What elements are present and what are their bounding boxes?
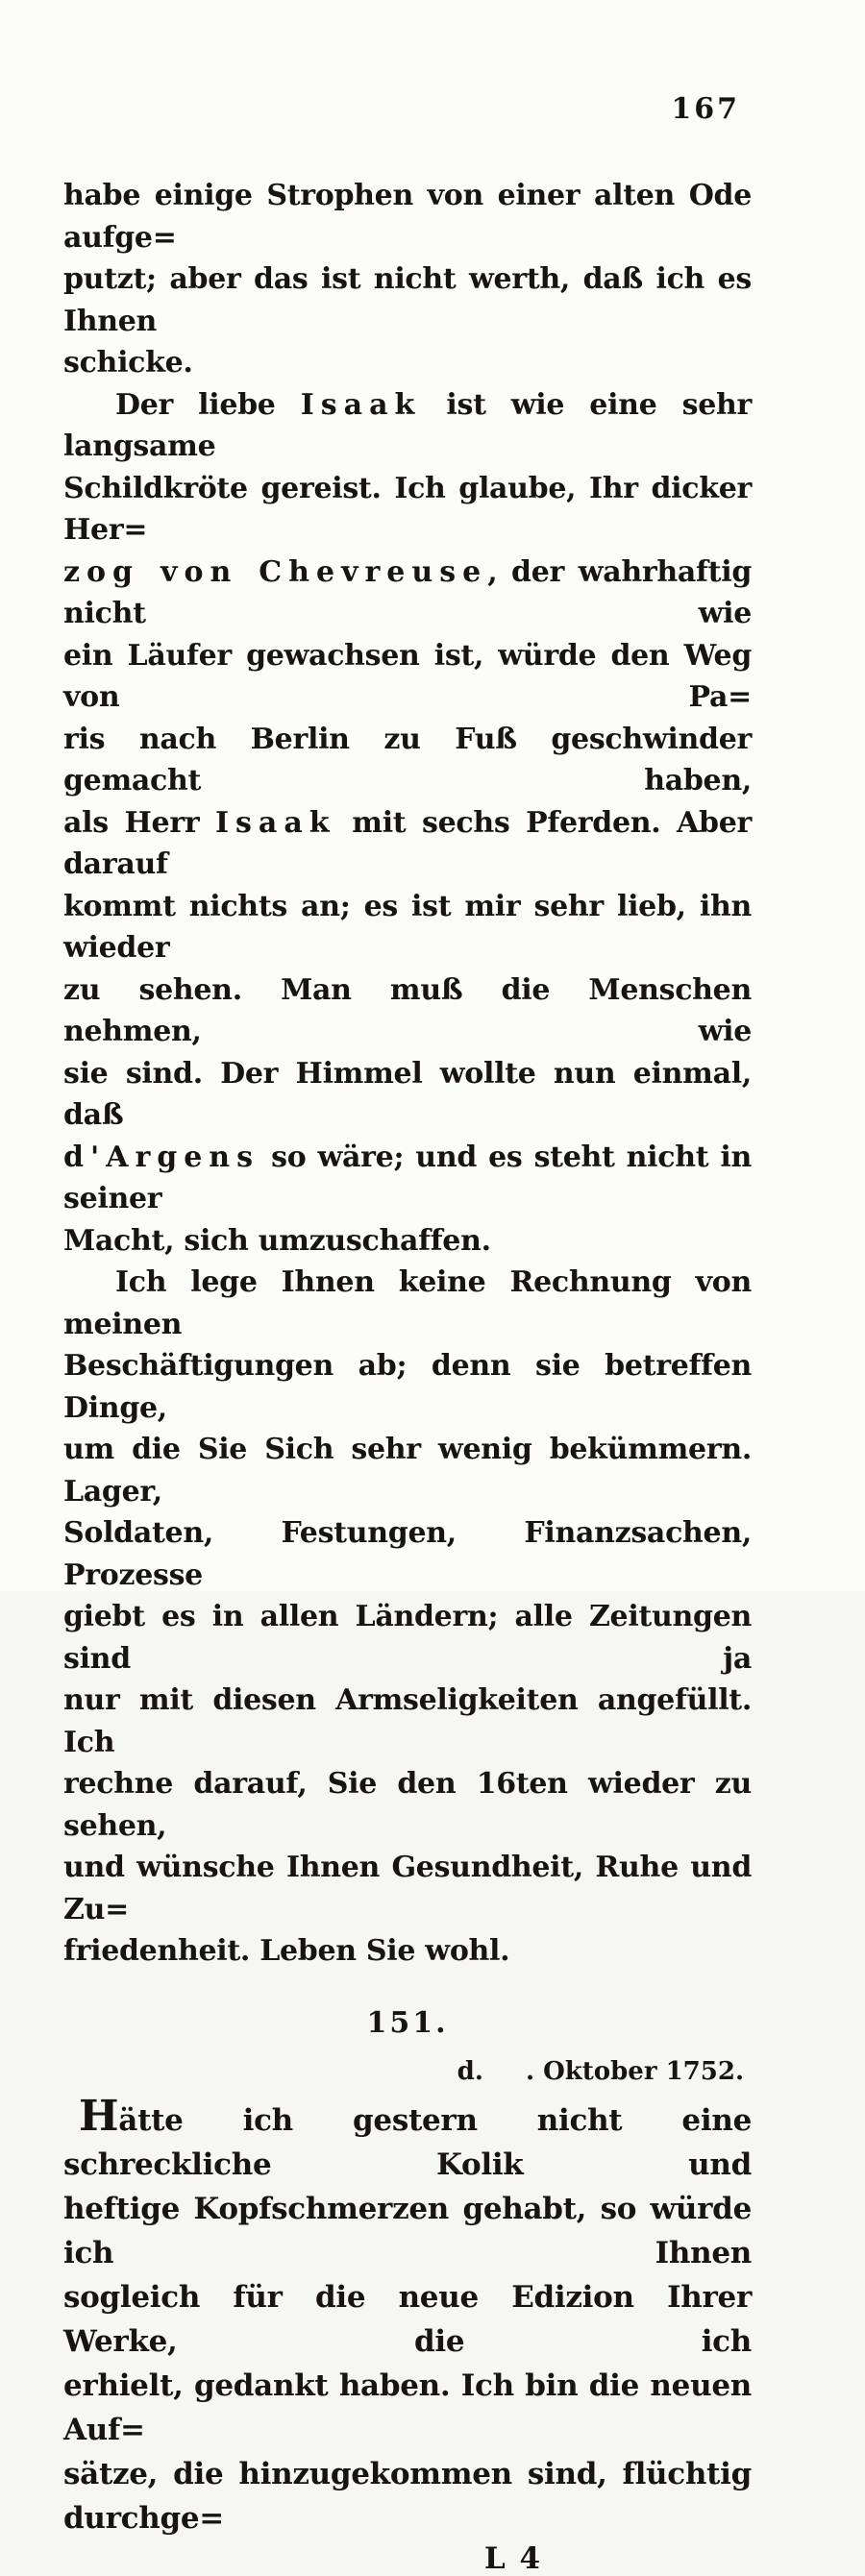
text-line [63,802,752,886]
text-line [63,175,752,258]
text-line [63,2364,752,2452]
text-line [63,1847,752,1930]
text-line [63,1680,752,1763]
text-line [63,2275,752,2364]
paragraph [63,175,752,384]
text-segment: sogleich für die neue Edizion Ihrer Werke, die ich [63,2279,752,2359]
text-segment: friedenheit. Leben Sie wohl. [63,1934,510,1968]
text-line [63,384,752,468]
text-line [63,2187,752,2275]
paragraph [63,1262,752,1973]
text-segment: sie sind. Der Himmel wollte nun einmal, daß [63,1056,752,1132]
text-block [63,92,752,2575]
text-segment: und wünsche Ihnen Gesundheit, Ruhe und Zu= [63,1851,752,1926]
text-segment: erhielt, gedankt haben. Ich bin die neuen Auf= [63,2367,752,2447]
text-line [63,886,752,969]
text-line [63,552,752,635]
text-segment: ist wie eine sehr langsame [63,387,752,463]
text-segment: so wäre; und es steht nicht in seiner [63,1140,752,1215]
text-line [63,258,752,342]
text-segment: Ich lege Ihnen keine Rechnung von meinen [63,1265,752,1341]
text-line [63,2091,752,2187]
text-segment: als Herr [63,805,215,840]
text-line [63,635,752,719]
text-segment: ein Läufer gewachsen ist, würde den Weg von Pa= [63,638,752,714]
text-line [63,1429,752,1512]
text-segment: ris nach Berlin zu Fuß geschwinder gemacht haben, [63,722,752,797]
text-segment: ätte ich gestern nicht eine schreckliche Kolik und [63,2102,752,2182]
text-line [63,969,752,1053]
text-segment: kommt nichts an; es ist mir sehr lieb, ihn wieder [63,889,752,965]
text-segment: Macht, sich umzuschaffen. [63,1223,491,1258]
text-line [63,719,752,802]
text-segment: rechne darauf, Sie den 16ten wieder zu sehen, [63,1767,752,1843]
text-line [63,2452,752,2540]
text-segment: Der liebe [115,387,301,422]
text-segment: Schildkröte gereist. Ich glaube, Ihr dicker Her= [63,471,752,547]
dateline: d. . Oktober 1752. [457,2056,744,2086]
text-line [63,1137,752,1220]
text-line [63,1262,752,1345]
page-number: 167 [671,92,740,126]
text-line [63,1930,752,1973]
text-segment: habe einige Strophen von einer alten Ode aufge= [63,179,752,255]
text-segment: Beschäftigungen ab; denn sie betreffen Dinge, [63,1349,752,1425]
section-number: 151. [366,2005,449,2040]
letterspaced-name: Isaak [215,805,336,840]
text-segment: schicke. [63,346,193,380]
text-segment: , der wahrhaftig nicht wie [63,554,752,630]
text-segment: nur mit diesen Armseligkeiten angefüllt. Ich [63,1683,752,1759]
letterspaced-name: Isaak [300,387,422,422]
letterspaced-name: zog von Chevreuse [63,554,488,589]
text-line [63,342,752,384]
text-line [63,1596,752,1680]
text-line [63,1345,752,1429]
text-segment: heftige Kopfschmerzen gehabt, so würde ich Ihnen [63,2191,752,2270]
text-segment: giebt es in allen Ländern; alle Zeitungen sind ja [63,1600,752,1676]
text-line [63,1512,752,1596]
paragraph [63,384,752,1263]
text-line [63,1763,752,1847]
text-segment: um die Sie Sich sehr wenig bekümmern. Lager, [63,1433,752,1509]
signature-mark: L 4 [483,2540,543,2576]
text-line [63,1053,752,1137]
text-line [63,1220,752,1263]
text-segment: putzt; aber das ist nicht werth, daß ich es Ihnen [63,262,752,338]
text-segment: sätze, die hinzugekommen sind, flüchtig durchge= [63,2456,752,2536]
text-segment: mit sechs Pferden. Aber darauf [63,805,752,881]
paragraph [63,2091,752,2540]
text-segment: zu sehen. Man muß die Menschen nehmen, wie [63,972,752,1048]
letterspaced-name: d'Argens [63,1140,260,1174]
text-line [63,468,752,552]
initial-capital: H [79,2091,119,2141]
text-segment: Soldaten, Festungen, Finanzsachen, Prozesse [63,1516,752,1592]
page-body [63,175,752,2575]
